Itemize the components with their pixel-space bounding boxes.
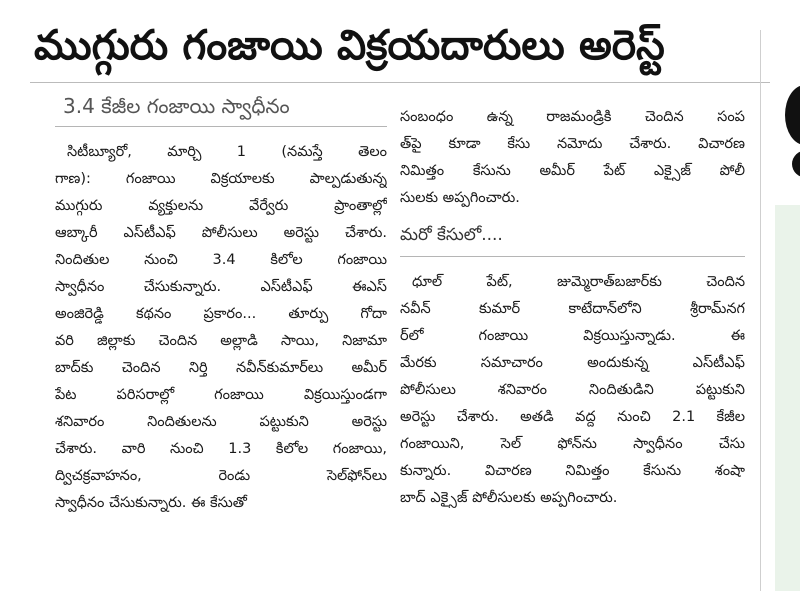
text-line: అరెస్టు చేశారు. అతడి వద్ద నుంచి 2.1 కేజీల: [400, 409, 745, 425]
text-line: సంబంధం ఉన్న రాజమండ్రికి చెందిన సంప: [400, 109, 745, 125]
text-line: సిటీబ్యూరో, మార్చి 1 (నమస్తే తెలం: [67, 144, 387, 160]
text-line: అంజిరెడ్డి కథనం ప్రకారం... తూర్పు గోదా: [55, 306, 387, 322]
side-subheading-divider: [400, 256, 745, 257]
text-line: ద్విచక్రవాహనం, రెండు సెల్‌ఫోన్‌లు: [55, 468, 387, 484]
subheadline: 3.4 కేజీల గంజాయి స్వాధీనం: [63, 94, 290, 118]
text-line: వరి జిల్లాకు చెందిన అల్లాడి సాయి, నిజామా: [55, 333, 387, 349]
text-line: స్వాధీనం చేసుకున్నారు. ఈ కేసుతో: [55, 495, 247, 511]
side-subheading: మరో కేసులో....: [400, 225, 503, 245]
right-column-text-top: [400, 104, 745, 212]
text-line: ముగ్గురు వ్యక్తులను వేర్వేరు ప్రాంతాల్లో: [55, 198, 387, 214]
text-line: స్వాధీనం చేసుకున్నారు. ఎస్‌టీఎఫ్ ఈఎస్: [55, 279, 387, 295]
text-line: ఆబ్కారీ ఎస్‌టీఎఫ్ పోలీసులు అరెస్టు చేశారు.: [55, 225, 387, 241]
adjacent-article-glyph-small: [792, 150, 800, 178]
text-line: ధూల్ పేట్, జుమ్మెరాత్‌బజార్‌కు చెందిన: [412, 274, 745, 290]
text-line: నవీన్ కుమార్ కాటేదాన్‌లోని శ్రీరామ్‌నగ: [400, 301, 745, 317]
article-left-column: [55, 88, 387, 517]
subheadline-divider: [55, 126, 387, 127]
text-line: గాణ): గంజాయి విక్రయాలకు పాల్పడుతున్న: [55, 171, 387, 187]
text-line: త్‌పై కూడా కేసు నమోదు చేశారు. విచారణ: [400, 136, 745, 152]
text-line: కున్నారు. విచారణ నిమిత్తం కేసును శంషా: [400, 463, 745, 479]
text-line: గంజాయిని, సెల్ ఫోన్‌ను స్వాధీనం చేసు: [400, 436, 745, 452]
text-line: శనివారం నిందితులను పట్టుకుని అరెస్టు: [55, 414, 387, 430]
left-column-text: [55, 139, 387, 517]
headline: ముగ్గురు గంజాయి విక్రయదారులు అరెస్ట్: [34, 21, 665, 69]
text-line: నిమిత్తం కేసును అమీర్ పేట్ ఎక్సైజ్ పోలీ: [400, 163, 745, 179]
text-line: పేట పరిసరాల్లో గంజాయి విక్రయిస్తుండగా: [55, 387, 387, 403]
text-line: చేశారు. వారి నుంచి 1.3 కిలోల గంజాయి,: [55, 441, 387, 457]
column-divider: [760, 30, 761, 591]
adjacent-article-panel: [775, 205, 800, 591]
text-line: నిందితుల నుంచి 3.4 కిలోల గంజాయి: [55, 252, 387, 268]
text-line: బాద్‌కు చెందిన నిర్తి నవీన్‌కుమార్‌లు అమీర్: [55, 360, 387, 376]
right-column-text-bottom: [400, 269, 745, 512]
text-line: మేరకు సమాచారం అందుకున్న ఎస్‌టీఎఫ్: [400, 355, 745, 371]
text-line: పోలీసులు శనివారం నిందితుడిని పట్టుకుని: [400, 382, 745, 398]
article-right-column: [400, 104, 745, 512]
headline-divider: [30, 82, 770, 83]
adjacent-article-glyph: [785, 85, 800, 145]
text-line: బాద్ ఎక్సైజ్ పోలీసులకు అప్పగించారు.: [400, 490, 618, 506]
text-line: ర్‌లో గంజాయి విక్రయిస్తున్నాడు. ఈ: [400, 328, 745, 344]
text-line: సులకు అప్పగించారు.: [400, 190, 520, 206]
